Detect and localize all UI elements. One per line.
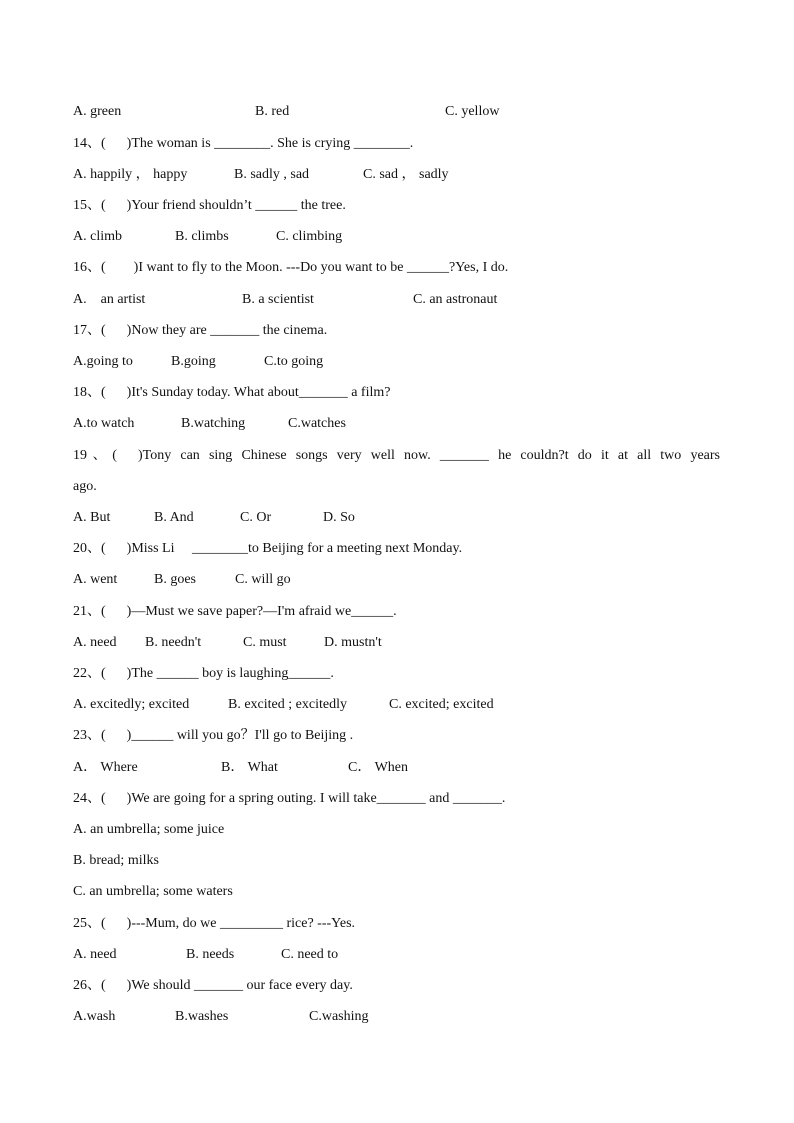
option: C. need to — [281, 947, 339, 962]
option: C. climbing — [276, 229, 343, 244]
option: D. mustn't — [324, 635, 382, 650]
option: C. yellow — [445, 104, 500, 119]
option: B. climbs — [175, 229, 229, 244]
options-line — [73, 352, 720, 372]
options-line — [73, 570, 720, 590]
option: C.to going — [264, 354, 324, 369]
options-line — [73, 165, 720, 185]
options-line — [73, 1007, 720, 1027]
question-22 — [73, 664, 720, 684]
option: C. sad ， sadly — [363, 167, 449, 182]
question-26 — [73, 976, 720, 996]
options-line — [73, 695, 720, 715]
options-line — [73, 633, 720, 653]
question-text: ago. — [73, 479, 97, 494]
option: B. sadly , sad — [234, 167, 310, 182]
option: A． Where — [73, 760, 138, 775]
options-line — [73, 758, 720, 778]
option: D. So — [323, 510, 355, 525]
question-text: 16、( )I want to fly to the Moon. ---Do you want to be ______?Yes, I do. — [73, 260, 509, 275]
question-15 — [73, 196, 720, 216]
option: C. Or — [240, 510, 272, 525]
options-line — [73, 508, 720, 528]
option: A. need — [73, 947, 117, 962]
question-text: 25、( )---Mum, do we _________ rice? ---Yes. — [73, 916, 356, 931]
option: C. an astronaut — [413, 292, 498, 307]
question-text: 23、( )______ will you go？I'll go to Beijing . — [73, 728, 354, 743]
question-text: 20、( )Miss Li ________to Beijing for a meeting next Monday. — [73, 541, 463, 556]
options-line — [73, 102, 720, 122]
question-text: 17、( )Now they are _______ the cinema. — [73, 323, 328, 338]
question-14 — [73, 134, 720, 154]
question-text: 21、( )—Must we save paper?—I'm afraid we______. — [73, 604, 397, 619]
option: B.going — [171, 354, 216, 369]
option: B. a scientist — [242, 292, 314, 307]
question-16 — [73, 258, 720, 278]
option: A. But — [73, 510, 111, 525]
option: A. climb — [73, 229, 122, 244]
option: A. green — [73, 104, 122, 119]
option: B.watching — [181, 416, 246, 431]
option: C. must — [243, 635, 287, 650]
option: B. red — [255, 104, 290, 119]
option: C． When — [348, 760, 409, 775]
options-line — [73, 290, 720, 310]
option: B. needn't — [145, 635, 202, 650]
option-line — [73, 882, 720, 902]
options-line — [73, 414, 720, 434]
question-19-continued — [73, 477, 720, 497]
option: C. an umbrella; some waters — [73, 884, 233, 899]
question-20 — [73, 539, 720, 559]
option: A.going to — [73, 354, 133, 369]
option: B. And — [154, 510, 194, 525]
question-text: 15、( )Your friend shouldn’t ______ the tree. — [73, 198, 346, 213]
option: B. excited ; excitedly — [228, 697, 347, 712]
option: C.watches — [288, 416, 346, 431]
options-line — [73, 227, 720, 247]
option: A.to watch — [73, 416, 135, 431]
option: A. an umbrella; some juice — [73, 822, 225, 837]
option: C. will go — [235, 572, 291, 587]
option: A. excitedly; excited — [73, 697, 190, 712]
question-text: 14、( )The woman is ________. She is crying ________. — [73, 136, 414, 151]
option-line — [73, 820, 720, 840]
option: A.wash — [73, 1009, 116, 1024]
question-24 — [73, 789, 720, 809]
question-21 — [73, 602, 720, 622]
option: B. needs — [186, 947, 235, 962]
option: B.washes — [175, 1009, 229, 1024]
option: C. excited; excited — [389, 697, 494, 712]
question-23 — [73, 726, 720, 746]
question-text: 26、( )We should _______ our face every day. — [73, 978, 353, 993]
question-text: 22、( )The ______ boy is laughing______. — [73, 666, 334, 681]
option: B. goes — [154, 572, 196, 587]
question-25 — [73, 914, 720, 934]
option: B． What — [221, 760, 278, 775]
option-line — [73, 851, 720, 871]
option: C.washing — [309, 1009, 369, 1024]
question-text: 24、( )We are going for a spring outing. I will take_______ and _______. — [73, 791, 506, 806]
question-19 — [73, 446, 720, 466]
question-18 — [73, 383, 720, 403]
option: A. need — [73, 635, 117, 650]
question-text: 19、( )Tony can sing Chinese songs very well now. _______ he couldn?t do it at all two years — [73, 448, 720, 463]
question-17 — [73, 321, 720, 341]
option: A. an artist — [73, 292, 146, 307]
options-line — [73, 945, 720, 965]
question-text: 18、( )It's Sunday today. What about_______ a film? — [73, 385, 391, 400]
option: A. happily ， happy — [73, 167, 188, 182]
option: B. bread; milks — [73, 853, 159, 868]
option: A. went — [73, 572, 118, 587]
